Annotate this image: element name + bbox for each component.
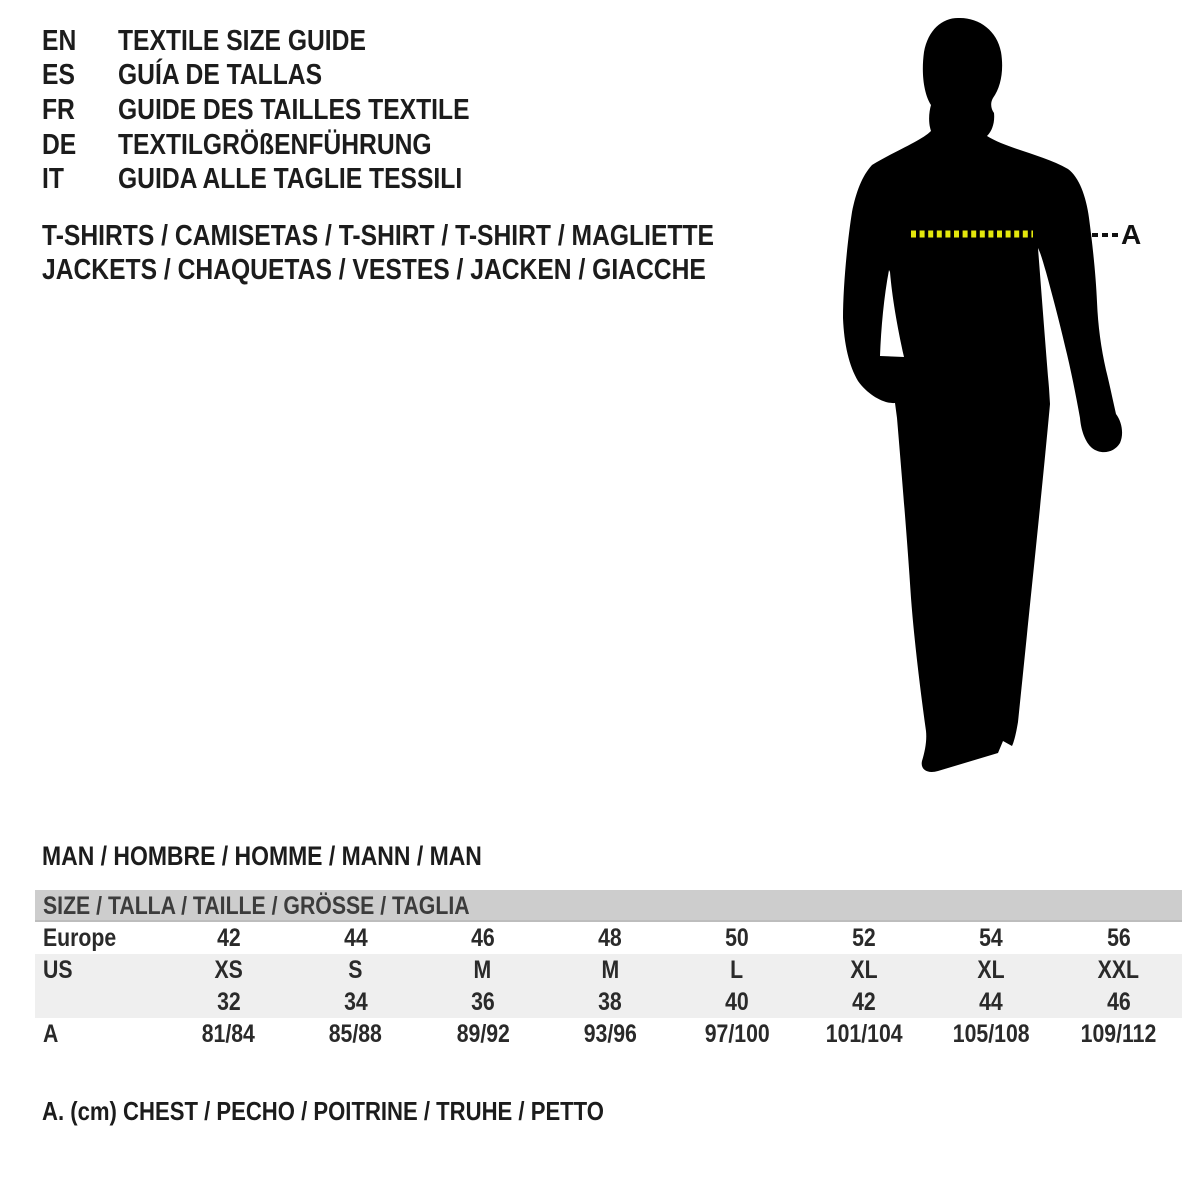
- size-value: 40: [725, 987, 749, 1016]
- size-value: M: [473, 955, 492, 984]
- size-value: 89/92: [456, 1019, 510, 1048]
- size-value: 85/88: [329, 1019, 383, 1048]
- size-value: 34: [343, 987, 368, 1016]
- guide-title: GUIDA ALLE TAGLIE TESSILI: [118, 163, 463, 196]
- size-value: 97/100: [704, 1019, 770, 1048]
- size-value: 44: [979, 987, 1004, 1016]
- category-tshirts: T-SHIRTS / CAMISETAS / T-SHIRT / T-SHIRT / MAGLIETTE: [42, 219, 714, 252]
- lang-code: DE: [42, 128, 77, 161]
- size-value: 54: [979, 923, 1004, 952]
- guide-title: GUIDE DES TAILLES TEXTILE: [118, 93, 470, 126]
- size-value: L: [730, 955, 744, 984]
- size-value: 93/96: [583, 1019, 637, 1048]
- size-table-header-label: SIZE / TALLA / TAILLE / GRÖSSE / TAGLIA: [43, 892, 470, 920]
- measurement-label-a: A: [1121, 219, 1142, 250]
- guide-title: GUÍA DE TALLAS: [118, 59, 323, 92]
- section-title-man: MAN / HOMBRE / HOMME / MANN / MAN: [42, 841, 482, 871]
- row-label: Europe: [43, 923, 117, 952]
- size-value: XL: [977, 955, 1005, 984]
- size-value: 38: [598, 987, 622, 1016]
- man-silhouette-shape: [843, 18, 1122, 772]
- size-value: XL: [850, 955, 878, 984]
- guide-title: TEXTILE SIZE GUIDE: [118, 24, 366, 57]
- size-table-header: [35, 890, 1182, 922]
- row-label: US: [43, 955, 73, 984]
- row-label: A: [43, 1019, 59, 1048]
- lang-code: ES: [42, 59, 75, 92]
- table-row-chest-a: [35, 1018, 1182, 1050]
- footnote-chest-legend: A. (cm) CHEST / PECHO / POITRINE / TRUHE / PETTO: [42, 1096, 604, 1126]
- table-row-numeric: [35, 986, 1182, 1018]
- size-value: 56: [1106, 923, 1131, 952]
- size-value: S: [348, 955, 363, 984]
- lang-code: FR: [42, 93, 75, 126]
- size-value: 105/108: [952, 1019, 1030, 1048]
- guide-title: TEXTILGRÖßENFÜHRUNG: [118, 128, 432, 161]
- lang-code: EN: [42, 24, 77, 57]
- size-value: 52: [852, 923, 877, 952]
- size-value: 46: [470, 923, 495, 952]
- size-value: XXL: [1097, 955, 1140, 984]
- table-row-us: [35, 954, 1182, 986]
- lang-code: IT: [42, 163, 64, 196]
- size-value: 42: [852, 987, 877, 1016]
- size-value: 42: [216, 923, 241, 952]
- size-value: 46: [1106, 987, 1131, 1016]
- size-value: 48: [598, 923, 622, 952]
- size-value: M: [601, 955, 619, 984]
- size-value: 109/112: [1080, 1019, 1157, 1048]
- size-value: 36: [470, 987, 495, 1016]
- category-jackets: JACKETS / CHAQUETAS / VESTES / JACKEN / GIACCHE: [42, 253, 706, 286]
- size-value: 44: [343, 923, 368, 952]
- size-value: 81/84: [201, 1019, 256, 1048]
- size-value: 50: [725, 923, 749, 952]
- size-table: [35, 890, 1182, 1050]
- size-value: 32: [216, 987, 241, 1016]
- table-row-europe: [35, 922, 1182, 954]
- size-value: 101/104: [825, 1019, 903, 1048]
- size-value: XS: [214, 955, 243, 984]
